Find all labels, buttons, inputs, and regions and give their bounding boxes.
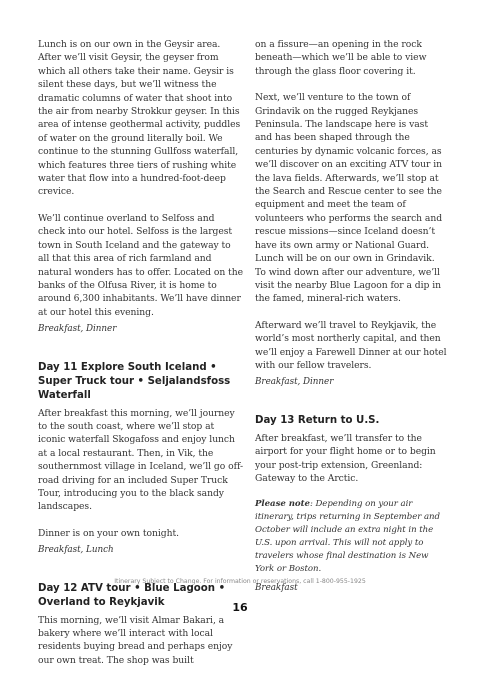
meals-included: Breakfast, Lunch bbox=[38, 545, 114, 556]
paragraph: After breakfast this morning, we’ll journey to the south coast, where we’ll stop at iconic waterfall Skogafoss and enjoy lunch at a local restaurant. Then, in Vik, the southernmost village in Iceland, we’ll go off-road driving for an included Super Truck Tour, introducing you to the black sandy landscapes. bbox=[38, 407, 244, 513]
note-text: : Depending on your air itinerary, trips returning in September and October will include an extra night in the U.S. upon arrival. This will not apply to travelers whose final destination is New York or Boston. bbox=[255, 499, 440, 575]
right-column bbox=[255, 38, 447, 609]
meals-included: Breakfast bbox=[255, 583, 298, 594]
day-11-heading: Day 11 Explore South Iceland • Super Truck tour • Seljalandsfoss Waterfall bbox=[38, 361, 231, 401]
paragraph: We’ll continue overland to Selfoss and check into our hotel. Selfoss is the largest town in South Iceland and the gateway to all that this area of rich farmland and natural wonders has to offer. Located on the banks of the Olfusa River, it is home to around 6,300 inhabitants. We’ll have dinner at our hotel this evening. bbox=[38, 212, 243, 318]
paragraph: Afterward we’ll travel to Reykjavik, the world’s most northerly capital, and then we’ll enjoy a Farewell Dinner at our hotel with our fellow travelers. bbox=[255, 319, 447, 371]
meals-included: Breakfast, Dinner bbox=[255, 377, 334, 388]
footer-contact: Itinerary Subject to Change. For information or reservations, call 1-800-955-1925 bbox=[114, 578, 366, 585]
paragraph: Lunch is on our own in the Geysir area. After we’ll visit Geysir, the geyser from which all others take their name. Geysir is silent these days, but we’ll witness the dramatic columns of water that shoot into the air from nearby Strokkur geyser. In this area of intense geothermal activity, puddles of water on the ground literally boil. We continue to the stunning Gullfoss waterfall, which features three tiers of rushing white water that flow into a hundred-foot-deep crevice. bbox=[38, 39, 241, 198]
travel-note bbox=[255, 498, 447, 576]
day-13-heading: Day 13 Return to U.S. bbox=[255, 414, 380, 426]
paragraph: After breakfast, we’ll transfer to the airport for your flight home or to begin your post-trip extension, Greenland: Gateway to the Arctic. bbox=[255, 432, 436, 484]
page-number: 16 bbox=[232, 601, 248, 614]
meals-included: Breakfast, Dinner bbox=[38, 324, 117, 335]
paragraph: Next, we’ll venture to the town of Grindavik on the rugged Reykjanes Peninsula. The landscape here is vast and has been shaped through the centuries by dynamic volcanic forces, as we’ll discover on an exciting ATV tour in the lava fields. Afterwards, we’ll stop at the Search and Rescue center to see the equipment and meet the team of volunteers who performs the search and rescue missions—since Iceland doesn’t have its own army or National Guard. Lunch will be on our own in Grindavik. To wind down after our adventure, we’ll visit the nearby Blue Lagoon for a dip in the famed, mineral-rich waters. bbox=[255, 92, 443, 305]
paragraph: This morning, we’ll visit Almar Bakari, a bakery where we’ll interact with local residents buying bread and perhaps enjoy our own treat. The shop was built bbox=[38, 614, 233, 666]
paragraph: Dinner is on your own tonight. bbox=[38, 527, 180, 539]
paragraph: on a fissure—an opening in the rock beneath—which we’ll be able to view through the glass floor covering it. bbox=[255, 39, 427, 77]
day-12-heading: Day 12 ATV tour • Blue Lagoon • Overland to Reykjavik bbox=[38, 582, 226, 608]
note-label: Please note bbox=[255, 499, 310, 510]
